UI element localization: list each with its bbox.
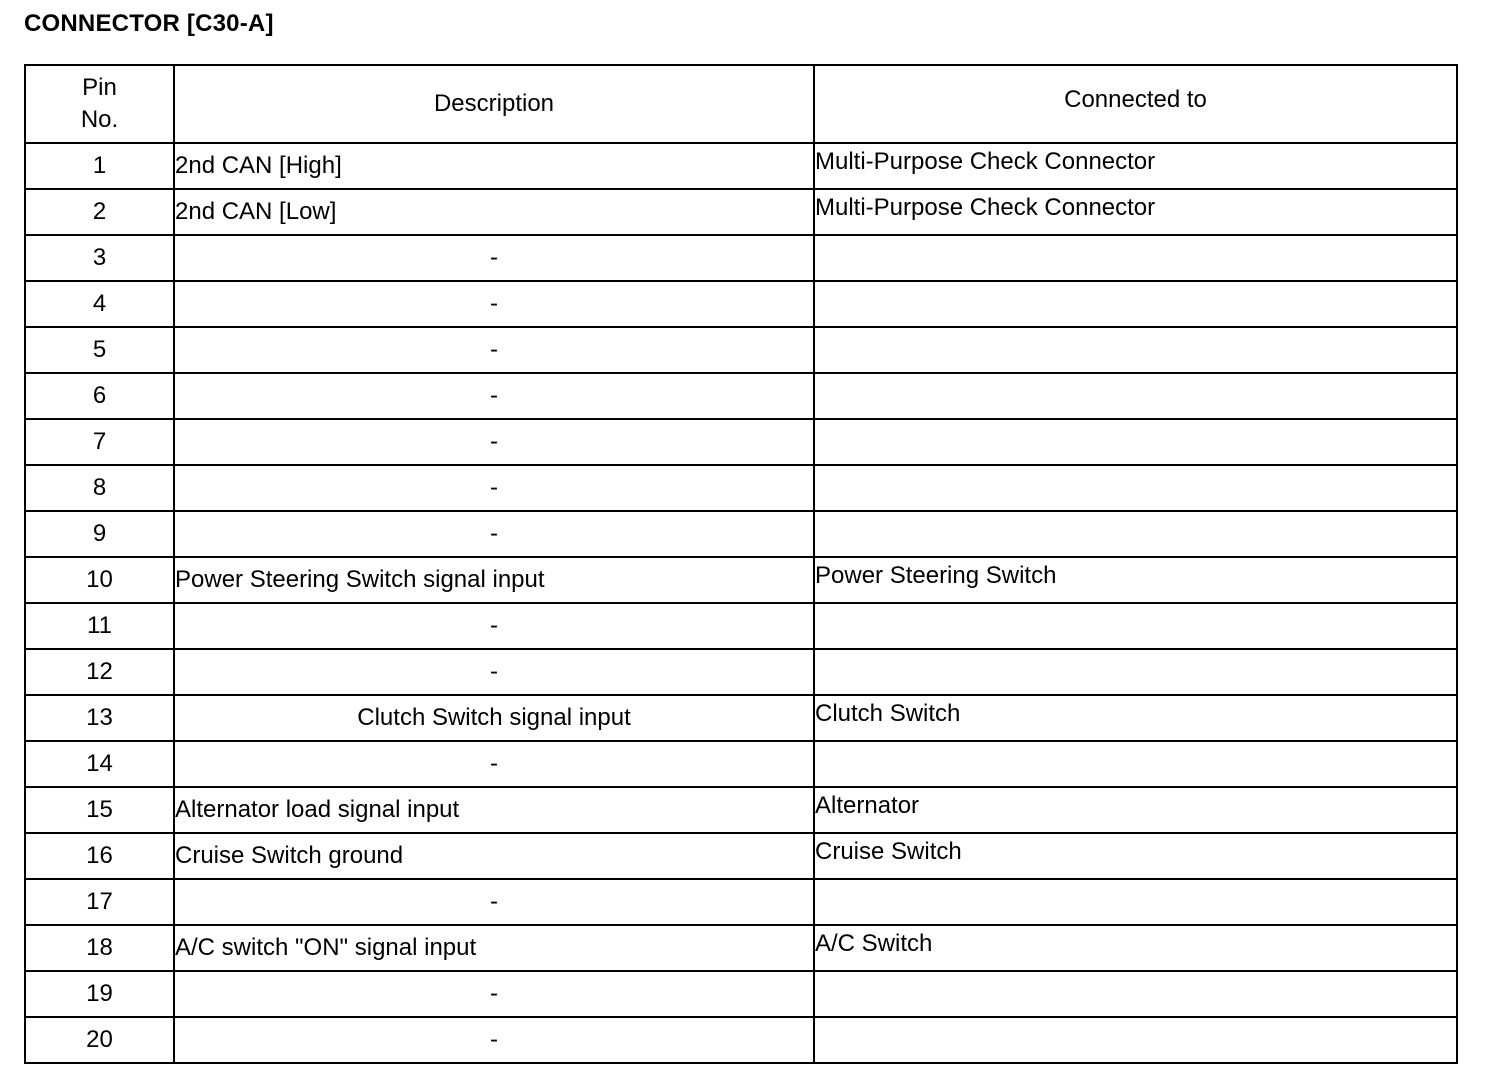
table-row	[25, 281, 1457, 327]
description-cell: Cruise Switch ground	[174, 833, 814, 879]
connected-to-cell	[814, 925, 1457, 971]
description-cell: -	[174, 511, 814, 557]
pin-number-cell: 10	[25, 557, 174, 603]
pin-number-cell: 18	[25, 925, 174, 971]
connected-to-cell	[814, 557, 1457, 603]
connected-to-text: A/C Switch	[815, 930, 933, 957]
table-row	[25, 971, 1457, 1017]
table-row	[25, 603, 1457, 649]
description-cell: Alternator load signal input	[174, 787, 814, 833]
header-description: Description	[174, 65, 814, 143]
pin-number-cell: 20	[25, 1017, 174, 1063]
connected-to-cell	[814, 511, 1457, 557]
pin-number-cell: 7	[25, 419, 174, 465]
description-cell: A/C switch "ON" signal input	[174, 925, 814, 971]
connected-to-cell	[814, 741, 1457, 787]
pin-number-cell: 6	[25, 373, 174, 419]
connected-to-cell	[814, 649, 1457, 695]
table-row	[25, 373, 1457, 419]
description-cell: Clutch Switch signal input	[174, 695, 814, 741]
connected-to-text: Multi-Purpose Check Connector	[815, 194, 1156, 221]
header-connected-to	[814, 65, 1457, 143]
pin-number-cell: 2	[25, 189, 174, 235]
connected-to-cell	[814, 235, 1457, 281]
connected-to-cell	[814, 281, 1457, 327]
connected-to-cell	[814, 189, 1457, 235]
pin-number-cell: 19	[25, 971, 174, 1017]
connected-to-cell	[814, 787, 1457, 833]
header-connected-to-label: Connected to	[1064, 86, 1207, 113]
pin-number-cell: 11	[25, 603, 174, 649]
pin-number-cell: 17	[25, 879, 174, 925]
connected-to-cell	[814, 419, 1457, 465]
connected-to-text: Cruise Switch	[815, 838, 962, 865]
description-cell: 2nd CAN [Low]	[174, 189, 814, 235]
description-cell: -	[174, 327, 814, 373]
description-cell: -	[174, 1017, 814, 1063]
description-cell: -	[174, 373, 814, 419]
table-row	[25, 925, 1457, 971]
connected-to-text: Multi-Purpose Check Connector	[815, 148, 1156, 175]
header-pin-no	[25, 65, 174, 143]
connected-to-text: Power Steering Switch	[815, 562, 1057, 589]
description-cell: Power Steering Switch signal input	[174, 557, 814, 603]
table-row	[25, 1017, 1457, 1063]
description-cell: -	[174, 741, 814, 787]
connected-to-cell	[814, 465, 1457, 511]
connector-pin-table	[24, 64, 1458, 1064]
table-row	[25, 511, 1457, 557]
pin-number-cell: 13	[25, 695, 174, 741]
connected-to-cell	[814, 327, 1457, 373]
connected-to-text: Alternator	[815, 792, 920, 819]
description-cell: -	[174, 971, 814, 1017]
table-row	[25, 143, 1457, 189]
table-row	[25, 465, 1457, 511]
connected-to-text: Clutch Switch	[815, 700, 961, 727]
description-cell: -	[174, 649, 814, 695]
connected-to-cell	[814, 143, 1457, 189]
description-cell: -	[174, 879, 814, 925]
pin-number-cell: 15	[25, 787, 174, 833]
table-row	[25, 695, 1457, 741]
table-body	[25, 143, 1457, 1063]
description-cell: 2nd CAN [High]	[174, 143, 814, 189]
table-row	[25, 557, 1457, 603]
table-row	[25, 327, 1457, 373]
table-header-row	[25, 65, 1457, 143]
table-row	[25, 419, 1457, 465]
pin-number-cell: 1	[25, 143, 174, 189]
table-row	[25, 833, 1457, 879]
pin-number-cell: 3	[25, 235, 174, 281]
pin-number-cell: 16	[25, 833, 174, 879]
connected-to-cell	[814, 603, 1457, 649]
table-row	[25, 787, 1457, 833]
table-row	[25, 189, 1457, 235]
pin-number-cell: 5	[25, 327, 174, 373]
connected-to-cell	[814, 833, 1457, 879]
connected-to-cell	[814, 695, 1457, 741]
header-pin-line2: No.	[80, 106, 119, 133]
pin-number-cell: 12	[25, 649, 174, 695]
connected-to-cell	[814, 1017, 1457, 1063]
connected-to-cell	[814, 373, 1457, 419]
description-cell: -	[174, 419, 814, 465]
pin-number-cell: 8	[25, 465, 174, 511]
pin-number-cell: 14	[25, 741, 174, 787]
table-row	[25, 649, 1457, 695]
description-cell: -	[174, 465, 814, 511]
description-cell: -	[174, 235, 814, 281]
connected-to-cell	[814, 879, 1457, 925]
table-row	[25, 741, 1457, 787]
table-row	[25, 235, 1457, 281]
table-row	[25, 879, 1457, 925]
description-cell: -	[174, 603, 814, 649]
pin-number-cell: 9	[25, 511, 174, 557]
description-cell: -	[174, 281, 814, 327]
header-pin-line1: Pin	[82, 74, 117, 101]
pin-number-cell: 4	[25, 281, 174, 327]
page-title: CONNECTOR [C30-A]	[24, 10, 274, 37]
connected-to-cell	[814, 971, 1457, 1017]
